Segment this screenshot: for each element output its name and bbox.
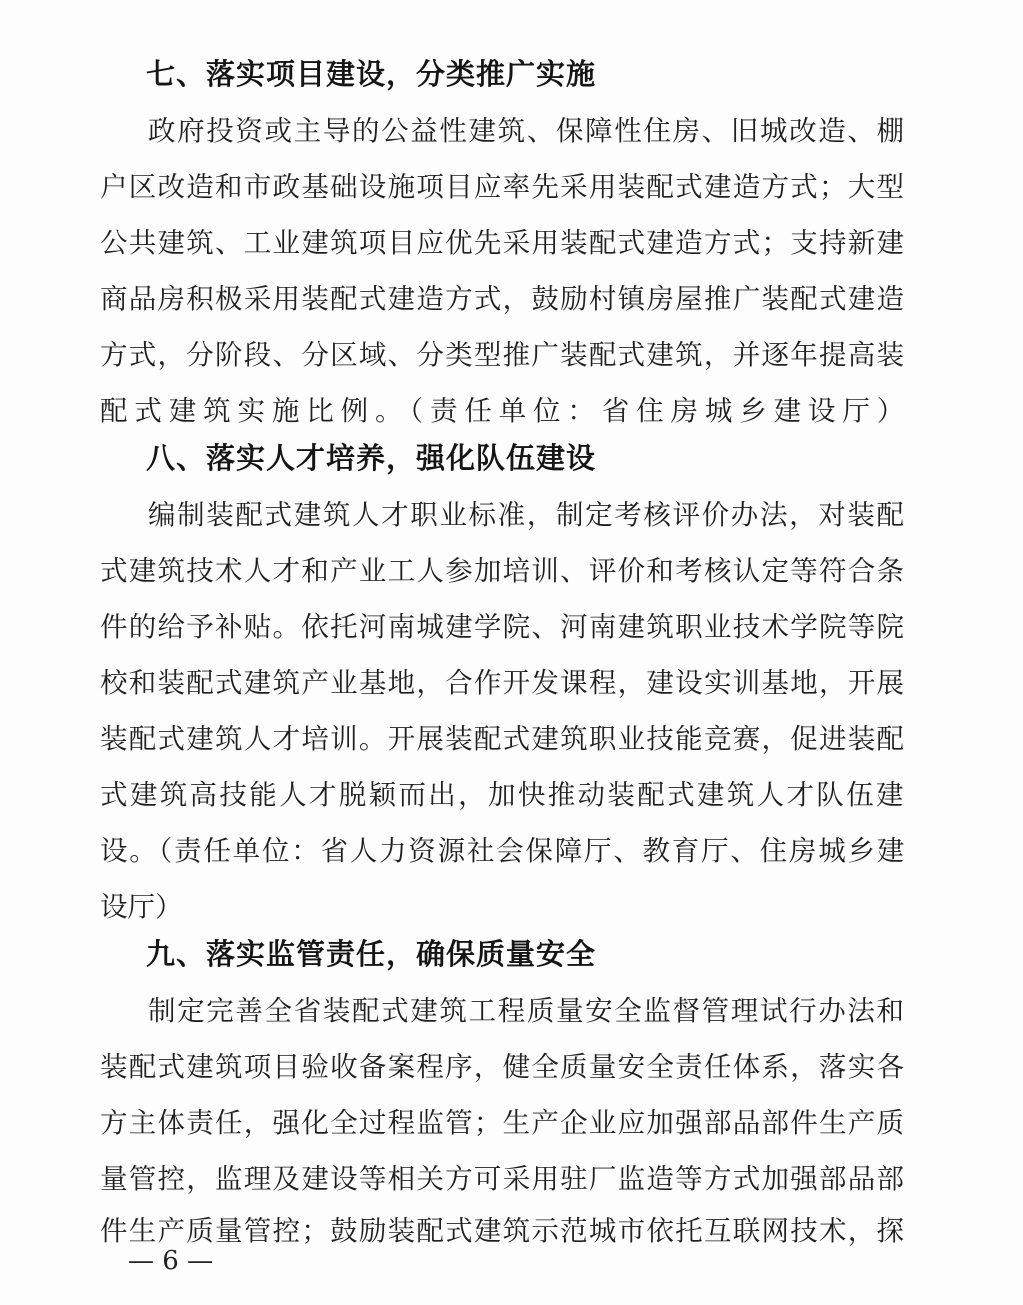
- paragraph-line: 量管控，监理及建设等相关方可采用驻厂监造等方式加强部品部: [100, 1163, 906, 1195]
- paragraph-line: 编制装配式建筑人才职业标准，制定考核评价办法，对装配: [148, 499, 906, 531]
- paragraph-line: 式建筑高技能人才脱颖而出，加快推动装配式建筑人才队伍建: [100, 779, 906, 811]
- paragraph-line: 配式建筑实施比例。（责任单位：省住房城乡建设厅）: [100, 395, 912, 427]
- paragraph-line: 方主体责任，强化全过程监管；生产企业应加强部品部件生产质: [100, 1107, 906, 1139]
- paragraph-line: 式建筑技术人才和产业工人参加培训、评价和考核认定等符合条: [100, 555, 906, 587]
- paragraph-line: 装配式建筑人才培训。开展装配式建筑职业技能竞赛，促进装配: [100, 723, 906, 755]
- paragraph-line: 设厅）: [100, 891, 183, 923]
- paragraph-line: 件生产质量管控；鼓励装配式建筑示范城市依托互联网技术，探: [100, 1215, 906, 1247]
- paragraph-line: 制定完善全省装配式建筑工程质量安全监督管理试行办法和: [148, 995, 906, 1027]
- section-heading-7: 七、落实项目建设，分类推广实施: [146, 57, 597, 91]
- paragraph-line: 件的给予补贴。依托河南城建学院、河南建筑职业技术学院等院: [100, 611, 906, 643]
- paragraph-line: 设。（责任单位：省人力资源社会保障厅、教育厅、住房城乡建: [100, 835, 907, 867]
- page-number: — 6 —: [128, 1246, 214, 1276]
- paragraph-line: 政府投资或主导的公益性建筑、保障性住房、旧城改造、棚: [148, 115, 906, 147]
- paragraph-line: 公共建筑、工业建筑项目应优先采用装配式建造方式；支持新建: [100, 227, 906, 259]
- paragraph-line: 方式，分阶段、分区域、分类型推广装配式建筑，并逐年提高装: [100, 339, 906, 371]
- paragraph-line: 商品房积极采用装配式建造方式，鼓励村镇房屋推广装配式建造: [100, 283, 906, 315]
- paragraph-line: 装配式建筑项目验收备案程序，健全质量安全责任体系，落实各: [100, 1051, 906, 1083]
- section-heading-8: 八、落实人才培养，强化队伍建设: [146, 441, 597, 475]
- paragraph-line: 户区改造和市政基础设施项目应率先采用装配式建造方式；大型: [100, 171, 906, 203]
- paragraph-line: 校和装配式建筑产业基地，合作开发课程，建设实训基地，开展: [100, 667, 906, 699]
- section-heading-9: 九、落实监管责任，确保质量安全: [146, 937, 597, 971]
